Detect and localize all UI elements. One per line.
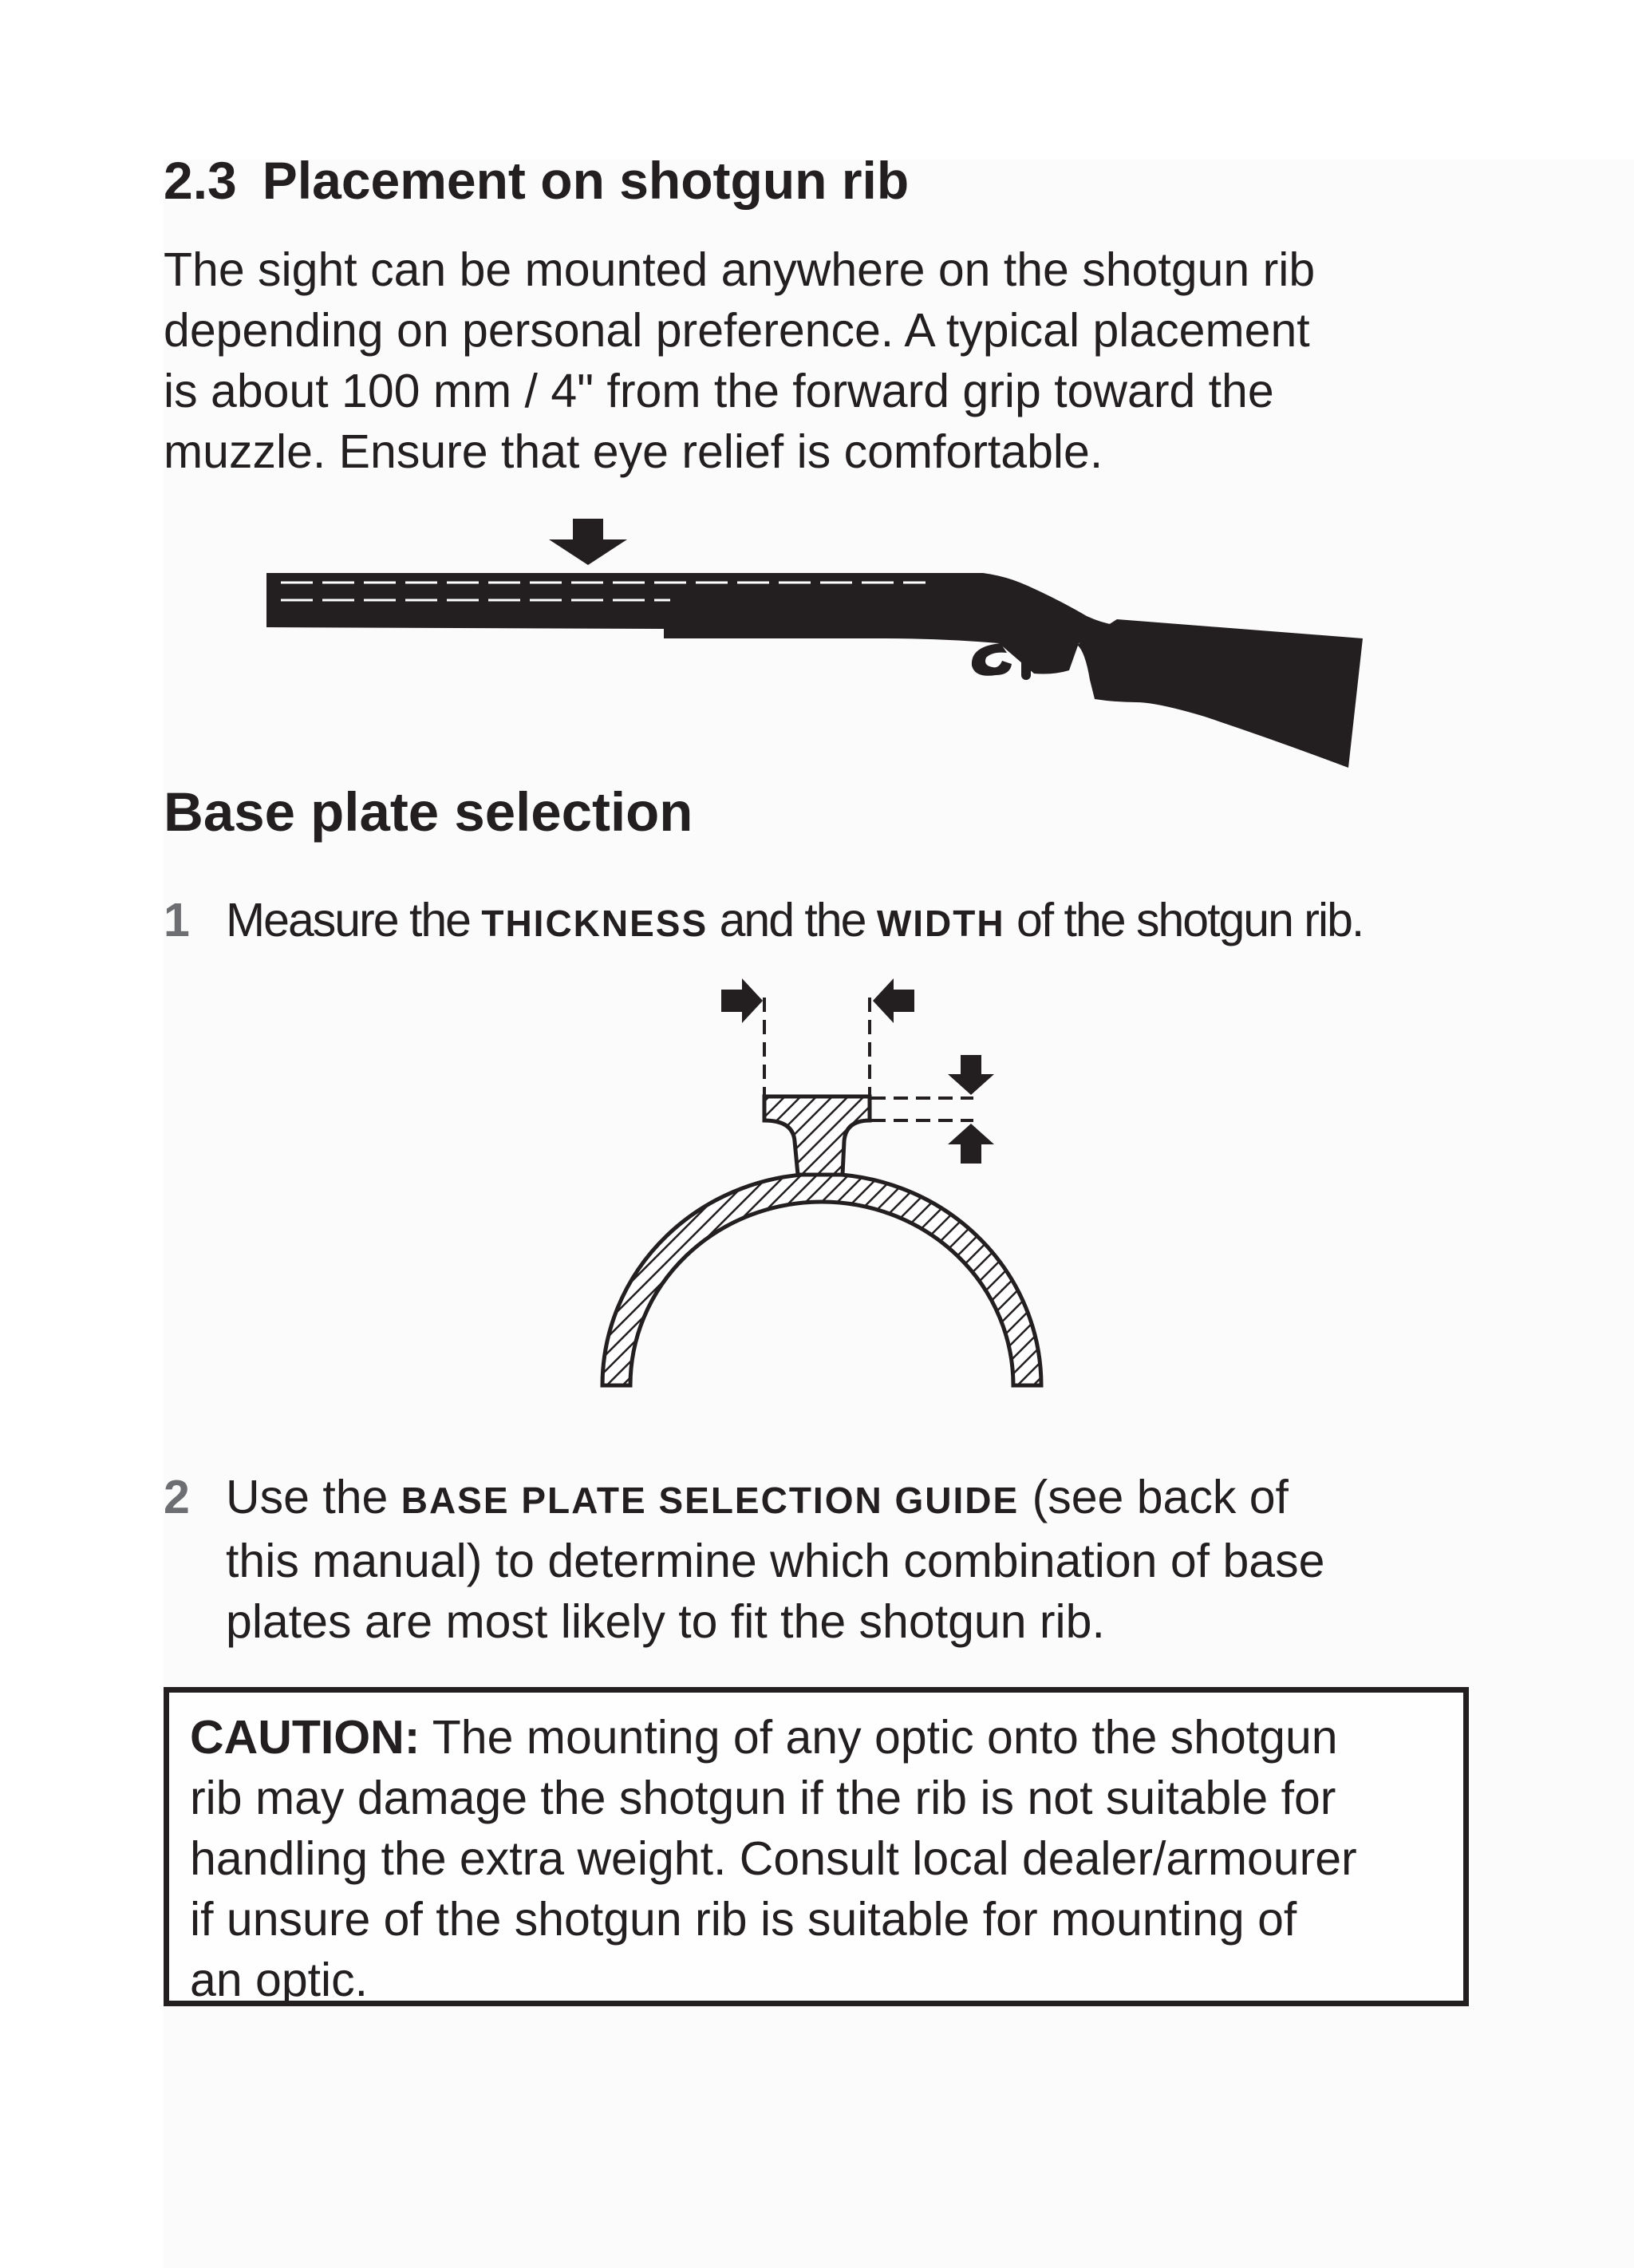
caution-line: if unsure of the shotgun rib is suitable for mounting of	[190, 1893, 1297, 1946]
caution-line	[190, 1707, 1443, 1768]
base-plate-heading: Base plate selection	[164, 781, 693, 843]
step-text-part: Measure the	[226, 894, 482, 946]
step-text-line: plates are most likely to fit the shotgun rib.	[226, 1595, 1105, 1648]
caution-line: rib may damage the shotgun if the rib is not suitable for	[190, 1772, 1336, 1824]
section-title: Placement on shotgun rib	[262, 151, 910, 210]
paragraph-line: muzzle. Ensure that eye relief is comfortable.	[164, 425, 1103, 478]
step-number: 2	[164, 1471, 190, 1523]
step-text-part: and the	[708, 894, 877, 946]
paragraph-line: The sight can be mounted anywhere on the shotgun rib	[164, 243, 1316, 296]
step-number: 1	[164, 894, 188, 946]
width-keyword: WIDTH	[876, 903, 1005, 944]
caution-box	[164, 1687, 1469, 2006]
caution-label: CAUTION:	[190, 1711, 420, 1764]
section-number: 2.3	[164, 151, 237, 210]
thickness-arrow-up-icon	[948, 1124, 994, 1164]
paragraph-line: is about 100 mm / 4" from the forward grip toward the	[164, 365, 1274, 417]
rib-profile	[764, 1096, 870, 1175]
step-text	[226, 1467, 1542, 1652]
paragraph-line: depending on personal preference. A typical placement	[164, 304, 1310, 357]
width-arrow-right-icon	[873, 978, 914, 1023]
step-text-part: (see back of	[1019, 1471, 1289, 1523]
caution-line: an optic.	[190, 1954, 369, 2006]
caution-text: The mounting of any optic onto the shotgun	[420, 1711, 1338, 1764]
barrel-wall	[602, 1174, 1041, 1385]
step-text-line	[226, 1467, 1542, 1531]
step-text-line: this manual) to determine which combination of base	[226, 1535, 1325, 1587]
thickness-arrow-down-icon	[948, 1055, 994, 1095]
selection-guide-keyword: BASE PLATE SELECTION GUIDE	[401, 1480, 1020, 1521]
caution-line: handling the extra weight. Consult local dealer/armourer	[190, 1832, 1357, 1885]
step-text-part: Use the	[226, 1471, 401, 1523]
thickness-keyword: THICKNESS	[481, 903, 708, 944]
step-text-part: of the shotgun rib.	[1004, 894, 1364, 946]
width-arrow-left-icon	[721, 978, 763, 1023]
